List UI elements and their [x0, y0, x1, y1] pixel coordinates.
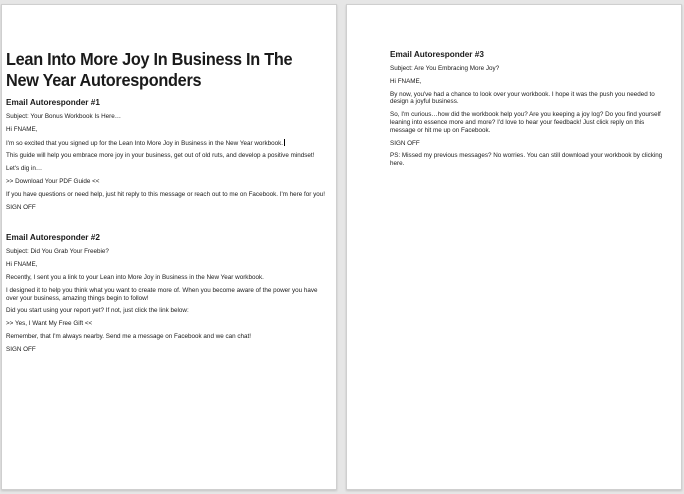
autoresponder-2-greeting: Hi FNAME, [6, 261, 38, 269]
autoresponder-2 [6, 233, 326, 353]
document-page-1 [1, 4, 337, 490]
autoresponder-3 [390, 50, 671, 168]
text-cursor [284, 139, 285, 146]
autoresponder-3-subject: Subject: Are You Embracing More Joy? [390, 65, 500, 72]
section-spacer [6, 216, 326, 233]
autoresponder-1-greeting: Hi FNAME, [6, 125, 38, 133]
autoresponder-2-subject: Subject: Did You Grab Your Freebie? [6, 248, 109, 256]
title-line-1: Lean Into More Joy In Business In The [6, 49, 293, 69]
title-line-2: New Year Autoresponders [6, 70, 202, 90]
autoresponder-3-heading: Email Autoresponder #3 [390, 50, 484, 59]
free-gift-link[interactable]: >> Yes, I Want My Free Gift << [6, 320, 93, 328]
autoresponder-3-postscript: PS: Missed my previous messages? No worries. You can still download your workbook by clicking here. [390, 152, 663, 168]
autoresponder-1-paragraph: Let's dig in… [6, 165, 43, 173]
autoresponder-2-signoff: SIGN OFF [6, 345, 36, 353]
autoresponder-3-signoff: SIGN OFF [390, 139, 420, 147]
download-guide-link[interactable]: >> Download Your PDF Guide << [6, 177, 100, 185]
autoresponder-3-paragraph: By now, you've had a chance to look over your workbook. I hope it was the push you needed to design a joyful business. [390, 90, 655, 106]
autoresponder-1-signoff: SIGN OFF [6, 203, 36, 211]
autoresponder-3-greeting: Hi FNAME, [390, 77, 422, 85]
autoresponder-2-paragraph: Recently, I sent you a link to your Lean into More Joy in Business in the New Year workbook. [6, 273, 264, 281]
document-page-2 [346, 4, 682, 490]
autoresponder-1-intro-text: I'm so excited that you signed up for the Lean Into More Joy in Business in the New Year workbook. [6, 139, 284, 147]
autoresponder-1 [6, 98, 326, 211]
autoresponder-1-heading: Email Autoresponder #1 [6, 98, 100, 107]
autoresponder-2-paragraph: Remember, that I'm always nearby. Send me a message on Facebook and we can chat! [6, 332, 252, 340]
autoresponder-3-paragraph: So, I'm curious…how did the workbook help you? Are you keeping a joy log? Do you find yourself leaning into essence more and more? I'd love to hear your feedback! Just click reply on this message or hit me up on Facebook. [390, 111, 661, 134]
document-title [6, 49, 327, 91]
autoresponder-2-heading: Email Autoresponder #2 [6, 233, 100, 243]
autoresponder-1-paragraph [6, 139, 326, 148]
autoresponder-1-subject: Subject: Your Bonus Workbook Is Here… [6, 113, 122, 120]
autoresponder-1-paragraph: This guide will help you embrace more joy in your business, get out of old ruts, and develop a positive mindset! [6, 152, 315, 160]
autoresponder-2-paragraph: I designed it to help you think what you want to create more of. When you become aware of the power you have over your business, amazing things begin to follow! [6, 286, 318, 302]
autoresponder-2-paragraph: Did you start using your report yet? If not, just click the link below: [6, 307, 189, 315]
autoresponder-1-paragraph: If you have questions or need help, just hit reply to this message or reach out to me on Facebook. I'm here for you! [6, 190, 326, 198]
